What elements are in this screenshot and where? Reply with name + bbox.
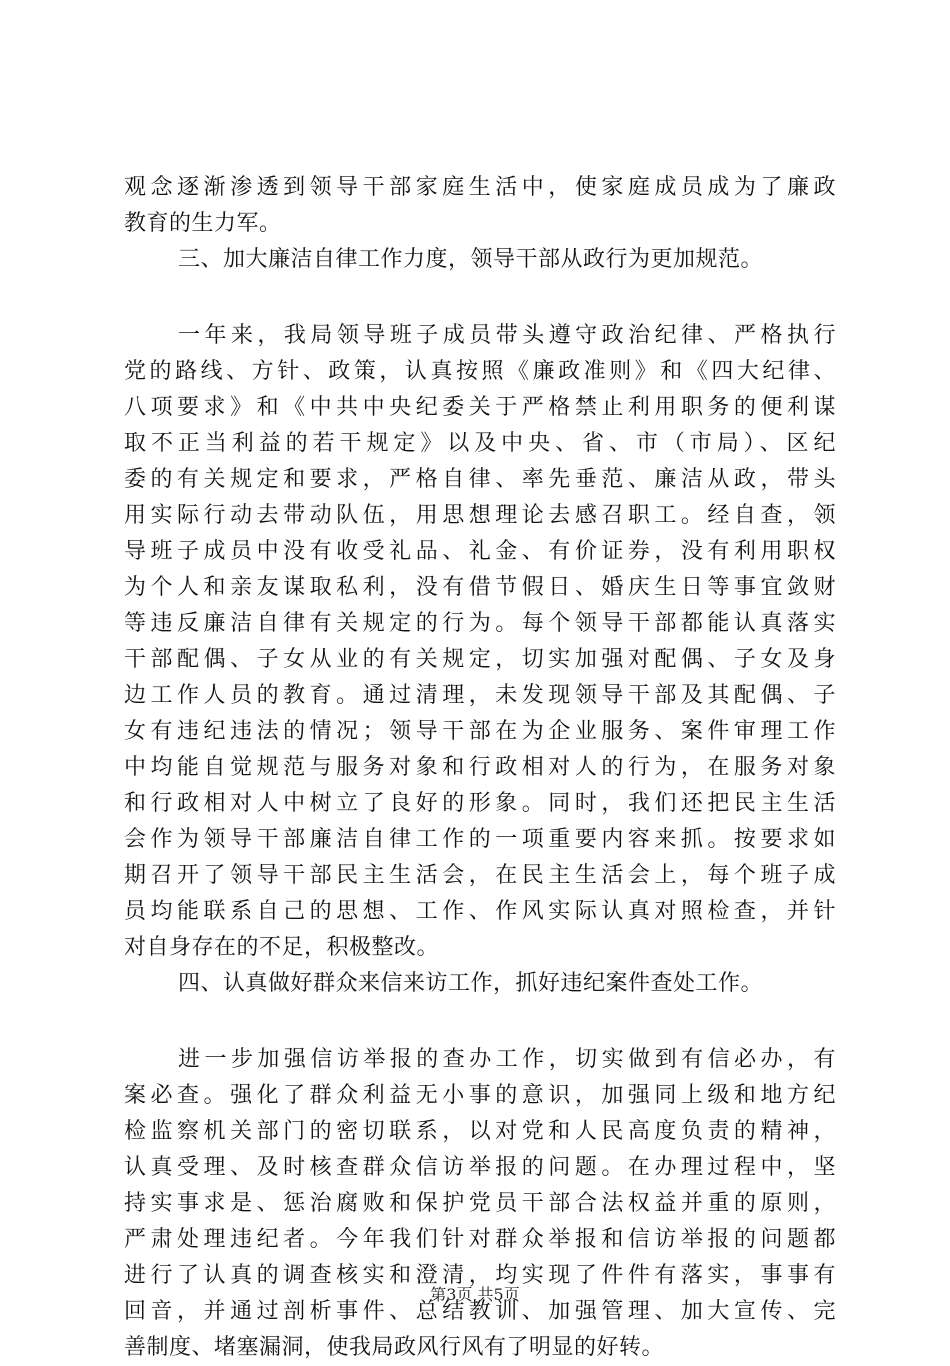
page-footer: [0, 1285, 950, 1305]
section-heading-4: 四、认真做好群众来信来访工作，抓好违纪案件查处工作。: [178, 971, 764, 996]
text-line: 女有违纪违法的情况；领导干部在为企业服务、案件审理工作: [124, 719, 836, 744]
text-line: 对自身存在的不足，积极整改。: [124, 935, 440, 960]
text-line: 教育的生力军。: [124, 211, 282, 236]
document-body: [124, 170, 836, 1366]
text-line: 党的路线、方针、政策，认真按照《廉政准则》和《四大纪律、: [124, 359, 836, 384]
paragraph-continuation: [124, 170, 836, 242]
page-number: 第3页 共5页: [430, 1285, 520, 1304]
text-line: 为个人和亲友谋取私利，没有借节假日、婚庆生日等事宜敛财: [124, 575, 836, 600]
text-line: 进行了认真的调查核实和澄清，均实现了件件有落实，事事有: [124, 1263, 836, 1288]
text-line: 用实际行动去带动队伍，用思想理论去感召职工。经自查，领: [124, 503, 836, 528]
text-line: 和行政相对人中树立了良好的形象。同时，我们还把民主生活: [124, 791, 836, 816]
text-line: 持实事求是、惩治腐败和保护党员干部合法权益并重的原则，: [124, 1191, 836, 1216]
text-line: 边工作人员的教育。通过清理，未发现领导干部及其配偶、子: [124, 683, 836, 708]
text-line: 善制度、堵塞漏洞，使我局政风行风有了明显的好转。: [124, 1335, 665, 1360]
paragraph-section-3: [124, 318, 836, 966]
text-line: 导班子成员中没有收受礼品、礼金、有价证券，没有利用职权: [124, 539, 836, 564]
text-line: 中均能自觉规范与服务对象和行政相对人的行为，在服务对象: [124, 755, 836, 780]
text-line: 会作为领导干部廉洁自律工作的一项重要内容来抓。按要求如: [124, 827, 836, 852]
text-line: 一年来，我局领导班子成员带头遵守政治纪律、严格执行: [178, 323, 836, 348]
text-line: 严肃处理违纪者。今年我们针对群众举报和信访举报的问题都: [124, 1227, 836, 1252]
spacer: [124, 278, 836, 318]
text-line: 干部配偶、子女从业的有关规定，切实加强对配偶、子女及身: [124, 647, 836, 672]
spacer: [124, 1002, 836, 1042]
text-line: 案必查。强化了群众利益无小事的意识，加强同上级和地方纪: [124, 1083, 836, 1108]
text-line: 认真受理、及时核查群众信访举报的问题。在办理过程中，坚: [124, 1155, 836, 1180]
text-line: 员均能联系自己的思想、工作、作风实际认真对照检查，并针: [124, 899, 836, 924]
text-line: 检监察机关部门的密切联系，以对党和人民高度负责的精神，: [124, 1119, 836, 1144]
text-line: 取不正当利益的若干规定》以及中央、省、市（市局）、区纪: [124, 431, 836, 456]
text-line: 进一步加强信访举报的查办工作，切实做到有信必办，有: [178, 1047, 836, 1072]
text-line: 期召开了领导干部民主生活会，在民主生活会上，每个班子成: [124, 863, 836, 888]
paragraph-section-4: [124, 1042, 836, 1366]
section-heading-3: 三、加大廉洁自律工作力度，领导干部从政行为更加规范。: [178, 247, 764, 272]
text-line: 八项要求》和《中共中央纪委关于严格禁止利用职务的便利谋: [124, 395, 836, 420]
text-line: 回音，并通过剖析事件、总结教训、加强管理、加大宣传、完: [124, 1299, 836, 1324]
text-line: 委的有关规定和要求，严格自律、率先垂范、廉洁从政，带头: [124, 467, 836, 492]
text-line: 观念逐渐渗透到领导干部家庭生活中，使家庭成员成为了廉政: [124, 175, 836, 200]
text-line: 等违反廉洁自律有关规定的行为。每个领导干部都能认真落实: [124, 611, 836, 636]
